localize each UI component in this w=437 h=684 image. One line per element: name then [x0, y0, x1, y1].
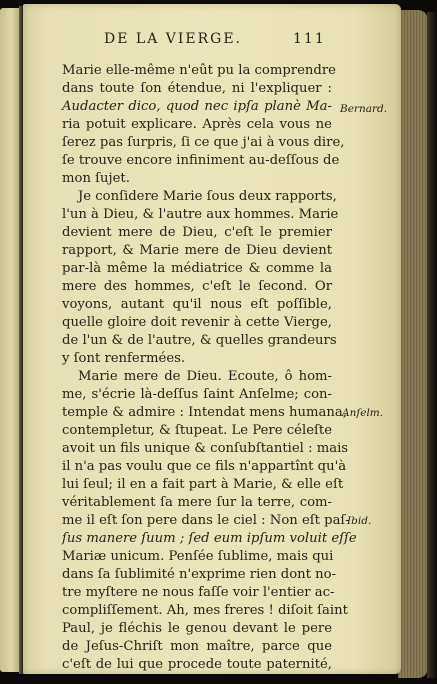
text-line: Audacter dico, quod nec ipſa planè Ma-	[62, 99, 332, 114]
text-line: mon ſujet.	[62, 171, 130, 186]
text-line: tre myſtere ne nous faſſe voir l'entier ac-	[62, 585, 335, 600]
text-line: dans toute ſon étendue, ni l'expliquer :	[62, 81, 332, 96]
text-line: mere des hommes, c'eſt le ſecond. Or	[62, 279, 332, 294]
text-line: Mariæ unicum. Penſée ſublime, mais qui	[62, 549, 334, 564]
text-line: lui ſeul; il en a fait part à Marie, & elle eſt	[62, 477, 344, 492]
text-line: temple & admire : Intendat mens humana,	[62, 405, 347, 420]
margin-note: Ibid.	[347, 515, 372, 527]
text-line: y ſont renfermées.	[62, 351, 186, 366]
text-line: ria potuit explicare. Après cela vous ne	[62, 117, 332, 132]
text-line: Je conſidere Marie ſous deux rapports,	[78, 189, 337, 204]
page-edges-shadow	[427, 12, 437, 678]
text-line: ſe trouve encore infiniment au-deſſous de	[62, 153, 340, 168]
text-line: Marie elle-même n'eût pu la comprendre	[62, 63, 336, 78]
text-line: dans ſa ſublimité n'exprime rien dont no-	[62, 567, 337, 582]
text-line: c'eſt de lui que procede toute paternité,	[62, 657, 332, 672]
text-line: contempletur, & ſtupeat. Le Pere céleſte	[62, 423, 332, 438]
page-number: 111	[293, 31, 326, 47]
text-line: de Jeſus-Chriſt mon maître, parce que	[62, 639, 332, 654]
running-title: DE LA VIERGE.	[104, 31, 243, 47]
text-line: il n'a pas voulu que ce fils n'appartînt qu'à	[62, 459, 347, 474]
margin-note: Anſelm.	[342, 407, 384, 419]
text-line: compliſſement. Ah, mes freres ! diſoit ſaint	[62, 603, 348, 618]
text-line: me, s'écrie là-deſſus ſaint Anſelme; con-	[62, 387, 332, 402]
text-line: Marie mere de Dieu. Ecoute, ô hom-	[78, 369, 332, 384]
text-line: Paul, je fléchis le genou devant le pere	[62, 621, 332, 636]
text-line: ſus manere ſuum ; ſed eum ipſum voluit eſſe	[62, 531, 357, 546]
text-line: véritablement ſa mere ſur la terre, com-	[62, 495, 332, 510]
text-line: avoit un fils unique & conſubſtantiel : mais	[62, 441, 349, 456]
text-line: quelle gloire doit revenir à cette Vierge,	[62, 315, 332, 330]
text-line: voyons, autant qu'il nous eſt poſſible,	[62, 297, 332, 312]
text-line: devient mere de Dieu, c'eſt le premier	[62, 225, 332, 240]
text-line: par-là même la médiatrice & comme la	[62, 261, 332, 276]
text-line: me il eſt ſon pere dans le ciel : Non eſt paſ-	[62, 513, 350, 528]
text-line: ſerez pas ſurpris, ſi ce que j'ai à vous dire,	[62, 135, 345, 150]
margin-note: Bernard.	[340, 103, 388, 115]
text-line: de l'un & de l'autre, & quelles grandeurs	[62, 333, 337, 348]
page-edges	[398, 10, 428, 678]
text-line: l'un à Dieu, & l'autre aux hommes. Marie	[62, 207, 339, 222]
facing-page-edge	[0, 8, 20, 672]
text-line: rapport, & Marie mere de Dieu devient	[62, 243, 332, 258]
